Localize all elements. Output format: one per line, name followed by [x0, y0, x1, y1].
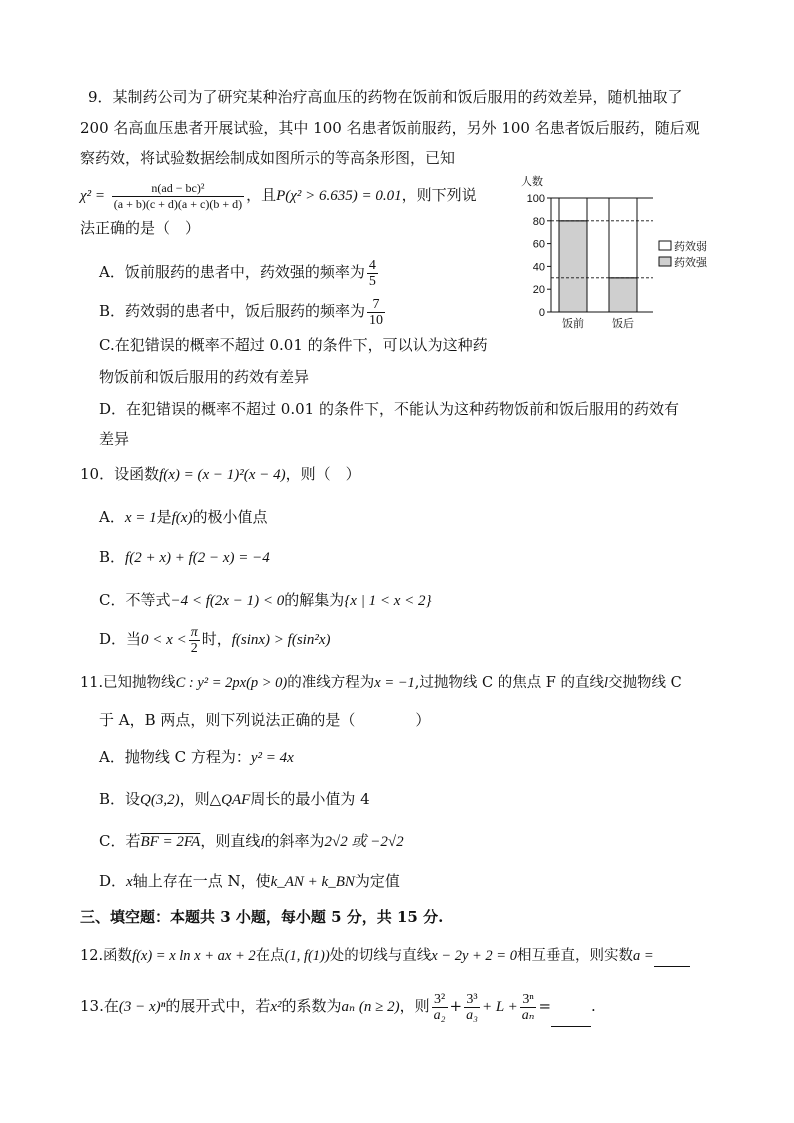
q13-expr2: x²: [270, 999, 282, 1015]
q13-fraction-1-den: a₂: [433, 1007, 446, 1023]
y-tick-label: 80: [532, 215, 545, 228]
q13-expr1: (3 − x)ⁿ: [118, 999, 166, 1015]
q12-expr4: a =: [632, 948, 654, 964]
q9-option-a-fraction: [367, 258, 378, 289]
q9-cond-prefix: ，且: [246, 186, 277, 204]
y-tick-label: 60: [532, 238, 545, 251]
q12-answer-blank: [654, 950, 690, 967]
q12-expr3: x − 2y + 2 = 0: [431, 948, 517, 964]
q10-option-a-text2: 的极小值点: [192, 508, 268, 526]
q10-option-d-den: 2: [190, 640, 198, 656]
q9-option-b-fraction: [367, 297, 385, 328]
q9-option-b-text: B．药效弱的患者中，饭后服药的频率为: [99, 302, 366, 320]
q9-stem-line5: 法正确的是（ ）: [80, 219, 201, 237]
y-tick-label: 100: [526, 193, 545, 205]
q13-fraction-2: [464, 992, 480, 1023]
q13-text1: 13.在: [80, 997, 119, 1015]
q10-option-d-fraction: [189, 625, 200, 656]
q10-option-c-label: C．不等式: [99, 591, 171, 609]
legend-label: 药效弱: [674, 241, 707, 253]
chi-square-lhs: χ² =: [80, 188, 105, 204]
q10-stem: [80, 463, 361, 486]
q9-option-b-den: 10: [369, 312, 384, 328]
stacked-bar-chart: [515, 172, 725, 337]
q11-option-d-expr2: k_AN + k_BN: [270, 874, 355, 890]
q9-option-c-line2: 物饭前和饭后服用的药效有差异: [99, 368, 310, 386]
y-tick-label: 40: [532, 261, 545, 274]
q13-fraction-3-den: aₙ: [521, 1007, 535, 1023]
q11-option-b: [99, 788, 370, 811]
bar-segment: [559, 221, 587, 312]
q11-stem-expr3: l: [603, 675, 609, 691]
q13-stem: [80, 986, 596, 1027]
bar-segment: [609, 198, 637, 278]
q11-stem-prefix: 11.已知抛物线: [80, 675, 176, 691]
q13-fraction-3: [520, 992, 537, 1023]
q10-stem-prefix: 10．设函数: [80, 465, 160, 483]
q11-option-c-expr: BF = 2FA: [140, 834, 201, 850]
q9-option-a: [99, 255, 380, 289]
q11-stem-expr: C : y² = 2px(p > 0): [175, 675, 288, 691]
q9-option-b-num: 7: [367, 297, 385, 313]
q10-option-c-expr: −4 < f(2x − 1) < 0: [170, 593, 285, 609]
q10-stem-expr: f(x) = (x − 1)²(x − 4): [159, 467, 286, 483]
bar-segment: [559, 198, 587, 221]
q11-option-b-expr: Q(3,2): [140, 792, 180, 808]
q11-option-d-expr: x: [126, 874, 133, 890]
q11-option-d-text: D．: [99, 872, 127, 890]
q11-option-b-text2: ，则: [179, 790, 210, 808]
q12-text2: 在点: [255, 948, 285, 964]
chi-square-numerator: n(ad − bc)²: [112, 181, 244, 197]
q13-equals: =: [538, 997, 552, 1015]
q13-fraction-2-num: 3³: [464, 992, 480, 1008]
q9-option-d-line2: 差异: [99, 430, 130, 448]
q13-text3: 的系数为: [281, 997, 342, 1015]
q13-plus-1: +: [449, 997, 463, 1015]
q13-period: .: [591, 997, 596, 1015]
q10-option-a: [99, 506, 267, 529]
q10-option-d: [99, 622, 330, 657]
bar-segment: [609, 278, 637, 312]
q10-stem-suffix: ，则（ ）: [285, 465, 361, 483]
q13-fraction-1: [432, 992, 448, 1023]
q9-chi-square-formula: [80, 178, 477, 213]
legend-label: 药效强: [674, 257, 707, 269]
q12-text4: 相互垂直，则实数: [516, 948, 633, 964]
q10-option-d-expr2: f(sinx) > f(sin²x): [231, 632, 331, 648]
q12-expr2: (1, f(1)): [284, 948, 330, 964]
q9-option-c-line1: C.在犯错误的概率不超过 0.01 的条件下，可以认为这种药: [99, 336, 488, 354]
q10-option-d-expr-a: 0 < x <: [141, 632, 187, 648]
q11-stem-expr2: x = −1: [374, 675, 415, 691]
q11-option-d-text3: 为定值: [354, 872, 400, 890]
legend-swatch: [659, 257, 671, 266]
q11-stem-text: 的准线方程为: [287, 675, 375, 691]
q9-stem-line2: 200 名高血压患者开展试验，其中 100 名患者饭前服药，另外 100 名患者饭后服药，随后观: [80, 119, 700, 137]
q10-option-d-label: D．当: [99, 630, 142, 648]
q10-option-c-text: 的解集为: [284, 591, 345, 609]
x-category-label: 饭前: [562, 318, 584, 330]
q11-stem-line2: 于 A，B 两点，则下列说法正确的是（ ）: [99, 711, 431, 729]
x-category-label: 饭后: [612, 318, 634, 330]
y-tick-label: 20: [532, 284, 545, 297]
section-heading: 三、填空题：本题共 3 小题，每小题 5 分，共 15 分.: [80, 908, 444, 926]
chi-square-denominator: (a + b)(c + d)(a + c)(b + d): [113, 196, 243, 211]
q10-option-c-expr2: {x | 1 < x < 2}: [344, 593, 432, 609]
q10-option-a-expr2: f(x): [171, 510, 193, 526]
q13-text4: ，则: [399, 997, 430, 1015]
q9-cond-expr: P(χ² > 6.635) = 0.01: [276, 188, 402, 204]
q13-text2: 的展开式中，若: [165, 997, 271, 1015]
q13-plus-2: + L +: [481, 999, 518, 1015]
q10-option-b: [99, 546, 270, 569]
q10-option-a-label: A．: [99, 508, 125, 526]
q9-option-b: [99, 294, 387, 328]
q10-option-b-label: B．: [99, 548, 126, 566]
q11-option-c-text3: 的斜率为: [264, 832, 325, 850]
q11-option-a-expr: y² = 4x: [250, 750, 294, 766]
q10-option-a-text: 是: [156, 508, 172, 526]
q9-stem-line3: 察药效，将试验数据绘制成如图所示的等高条形图，已知: [80, 149, 456, 167]
q9-cond-suffix: ，则下列说: [401, 186, 477, 204]
q13-expr3: aₙ (n ≥ 2): [341, 999, 400, 1015]
q11-option-d-text2: 轴上存在一点 N，使: [132, 872, 271, 890]
q13-fraction-1-num: 3²: [432, 992, 448, 1008]
q9-option-a-den: 5: [368, 273, 376, 289]
q10-option-c: [99, 589, 432, 612]
q10-option-a-expr: x = 1: [124, 510, 157, 526]
q12-text3: 处的切线与直线: [329, 948, 432, 964]
q11-stem-text3: 交抛物线 C: [608, 675, 682, 691]
q11-option-c-text2: ，则直线: [200, 832, 261, 850]
q9-option-d-line1: D．在犯错误的概率不超过 0.01 的条件下，不能认为这种药物饭前和饭后服用的药效有: [99, 400, 679, 418]
q12-text1: 12.函数: [80, 948, 133, 964]
legend-swatch: [659, 241, 671, 250]
q11-option-c-expr3: 2√2 或 −2√2: [324, 834, 404, 850]
q11-option-c-text: C．若: [99, 832, 141, 850]
y-axis-label: 人数: [521, 176, 543, 188]
q10-option-b-expr: f(2 + x) + f(2 − x) = −4: [125, 550, 270, 566]
q11-stem-line1: [80, 672, 682, 694]
q12-expr1: f(x) = x ln x + ax + 2: [132, 948, 256, 964]
q11-option-b-text3: 周长的最小值为 4: [250, 790, 370, 808]
q10-option-d-num: π: [190, 624, 198, 640]
q13-fraction-2-den: a₃: [466, 1007, 478, 1023]
q11-option-b-expr2: △QAF: [209, 792, 251, 808]
q9-stem-line1: 9．某制药公司为了研究某种治疗高血压的药物在饭前和饭后服用的药效差异，随机抽取了: [88, 88, 683, 106]
q13-answer-blank: [551, 1010, 591, 1027]
q11-option-b-text: B．设: [99, 790, 141, 808]
y-tick-label: 0: [538, 307, 545, 319]
q10-option-d-text: 时，: [201, 630, 232, 648]
q9-option-a-num: 4: [368, 257, 376, 273]
q11-option-c-expr2: l: [260, 834, 265, 850]
q9-option-a-text: A．饭前服药的患者中，药效强的频率为: [99, 263, 365, 281]
q11-option-a-text: A．抛物线 C 方程为：: [99, 748, 251, 766]
q12-stem: [80, 945, 690, 967]
chi-square-fraction: [112, 181, 244, 212]
q11-option-a: [99, 746, 294, 769]
q11-stem-text2: ,过抛物线 C 的焦点 F 的直线: [414, 675, 604, 691]
q11-option-c: [99, 830, 404, 853]
q11-option-d: [99, 870, 400, 893]
q13-fraction-3-num: 3ⁿ: [520, 992, 537, 1008]
